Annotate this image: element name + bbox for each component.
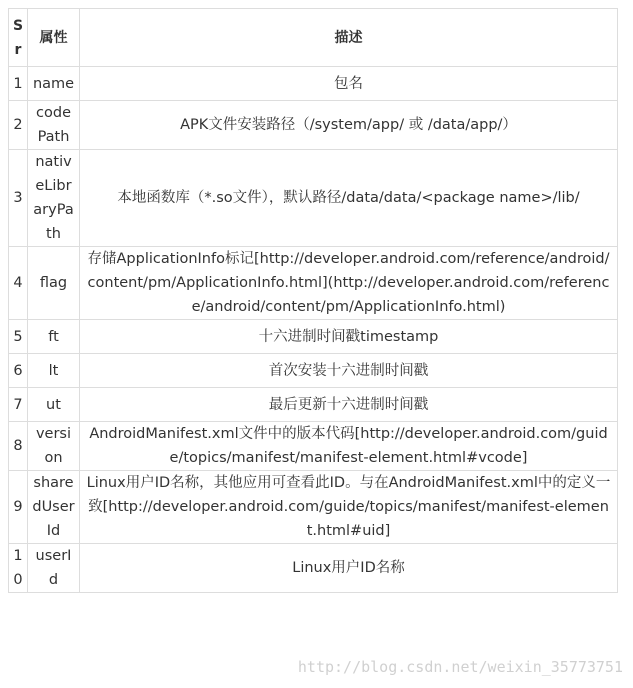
row-number: 10 [9,544,28,593]
row-description: 首次安装十六进制时间戳 [80,354,618,388]
row-description: Linux用户ID名称，其他应用可查看此ID。与在AndroidManifest.xml中的定义一致[http://developer.android.com/guide/topics/manifest/manifest-element.html#uid] [80,471,618,544]
row-number: 9 [9,471,28,544]
row-attribute: flag [28,247,80,320]
table-row [9,422,618,471]
row-description: AndroidManifest.xml文件中的版本代码[http://developer.android.com/guide/topics/manifest/manifest-element.html#vcode] [80,422,618,471]
row-attribute: userId [28,544,80,593]
row-number: 4 [9,247,28,320]
row-number: 5 [9,320,28,354]
row-description: Linux用户ID名称 [80,544,618,593]
table-header-row [9,9,618,67]
row-number: 8 [9,422,28,471]
row-attribute: version [28,422,80,471]
table-row [9,247,618,320]
row-attribute: ft [28,320,80,354]
row-number: 7 [9,388,28,422]
row-number: 3 [9,150,28,247]
table-row [9,471,618,544]
row-attribute: codePath [28,101,80,150]
row-attribute: ut [28,388,80,422]
header-sr: Sr [9,9,28,67]
header-attribute: 属性 [28,9,80,67]
row-description: 十六进制时间戳timestamp [80,320,618,354]
table-row [9,544,618,593]
table-row [9,150,618,247]
row-description: 包名 [80,67,618,101]
row-attribute: nativeLibraryPath [28,150,80,247]
table-row [9,67,618,101]
table-row [9,320,618,354]
table-row [9,354,618,388]
row-description: APK文件安装路径（/system/app/ 或 /data/app/） [80,101,618,150]
row-attribute: sharedUserId [28,471,80,544]
row-number: 6 [9,354,28,388]
header-description: 描述 [80,9,618,67]
table-row [9,388,618,422]
row-attribute: lt [28,354,80,388]
watermark-text: http://blog.csdn.net/weixin_35773751 [297,658,623,676]
row-number: 2 [9,101,28,150]
row-description: 存储ApplicationInfo标记[http://developer.android.com/reference/android/content/pm/ApplicationInfo.html](http://developer.android.com/reference/android/content/pm/ApplicationInfo.html) [80,247,618,320]
row-attribute: name [28,67,80,101]
attributes-table [8,8,618,593]
row-number: 1 [9,67,28,101]
row-description: 最后更新十六进制时间戳 [80,388,618,422]
row-description: 本地函数库（*.so文件），默认路径/data/data/<package name>/lib/ [80,150,618,247]
table-row [9,101,618,150]
